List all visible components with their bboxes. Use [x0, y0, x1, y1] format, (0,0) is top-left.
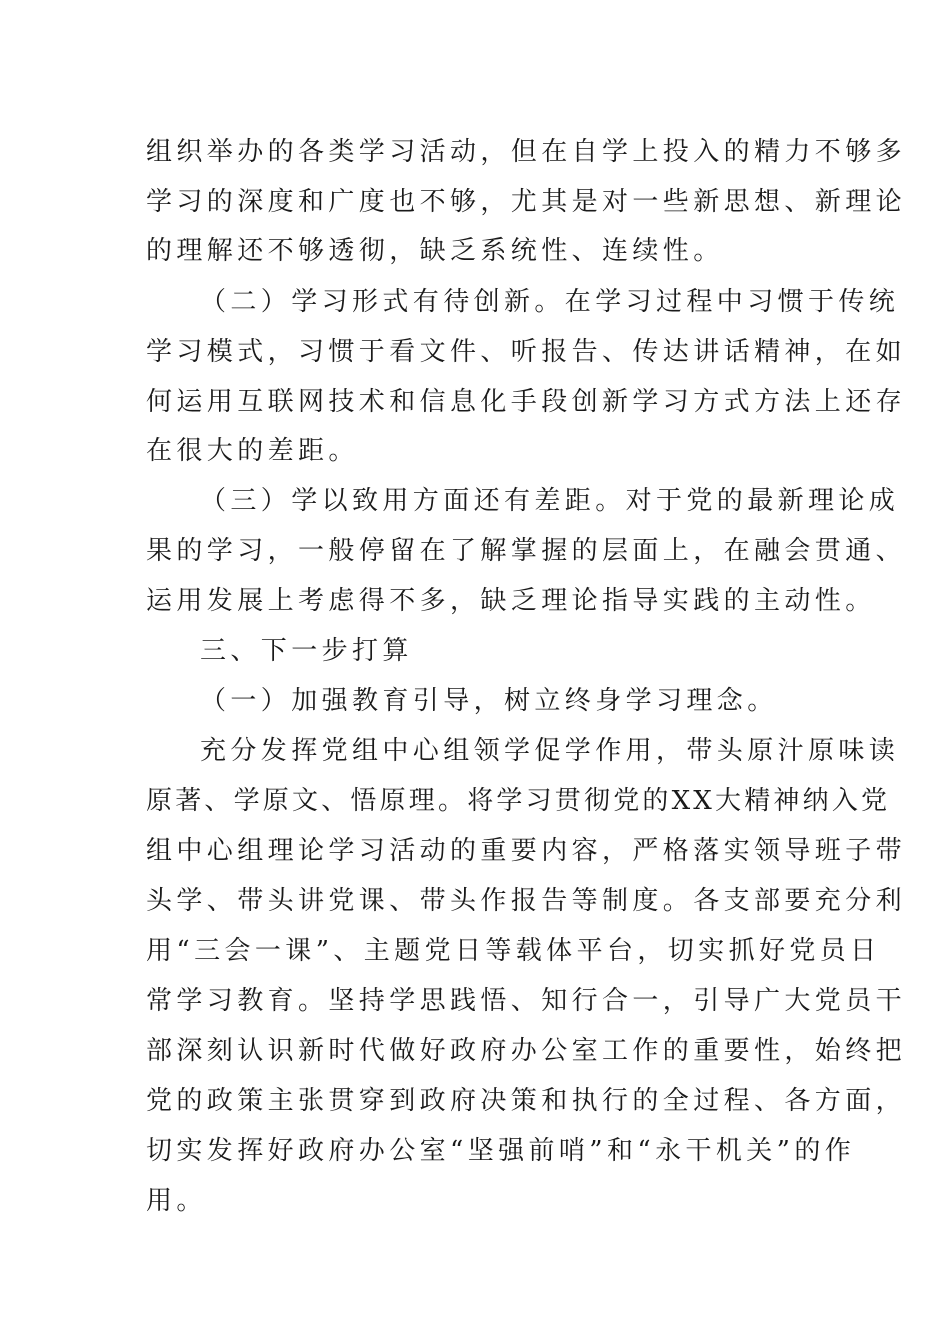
text-line: 组织举办的各类学习活动，但在自学上投入的精力不够多: [146, 137, 907, 167]
text-line: 用。: [146, 1186, 207, 1216]
text-line: 头学、带头讲党课、带头作报告等制度。各支部要充分利: [146, 886, 907, 916]
text-line: 组中心组理论学习活动的重要内容，严格落实领导班子带: [146, 836, 907, 866]
text-line: 党的政策主张贯穿到政府决策和执行的全过程、各方面，: [146, 1086, 907, 1116]
text-line: 用“三会一课”、主题党日等载体平台，切实抓好党员日: [146, 936, 881, 966]
text-line: 充分发挥党组中心组领学促学作用，带头原汁原味读: [200, 736, 900, 766]
text-line: 运用发展上考虑得不多，缺乏理论指导实践的主动性。: [146, 586, 876, 616]
text-line: 的理解还不够透彻，缺乏系统性、连续性。: [146, 236, 724, 266]
text-line: 学习的深度和广度也不够，尤其是对一些新思想、新理论: [146, 187, 907, 217]
text-line: 在很大的差距。: [146, 436, 359, 466]
text-line: 果的学习，一般停留在了解掌握的层面上，在融会贯通、: [146, 536, 907, 566]
paragraph-heading-2: （二）学习形式有待创新。在学习过程中习惯于传统: [200, 287, 900, 317]
text-line: 常学习教育。坚持学思践悟、知行合一，引导广大党员干: [146, 986, 907, 1016]
subsection-heading: （一）加强教育引导，树立终身学习理念。: [200, 686, 778, 716]
text-line: 何运用互联网技术和信息化手段创新学习方式方法上还存: [146, 387, 907, 417]
paragraph-heading-3: （三）学以致用方面还有差距。对于党的最新理论成: [200, 486, 900, 516]
text-line: 原著、学原文、悟原理。将学习贯彻党的XX大精神纳入党: [146, 786, 891, 816]
text-line: 学习模式，习惯于看文件、听报告、传达讲话精神，在如: [146, 337, 907, 367]
text-line: 切实发挥好政府办公室“坚强前哨”和“永干机关”的作: [146, 1136, 856, 1166]
section-heading: 三、下一步打算: [200, 636, 413, 666]
text-line: 部深刻认识新时代做好政府办公室工作的重要性，始终把: [146, 1036, 907, 1066]
